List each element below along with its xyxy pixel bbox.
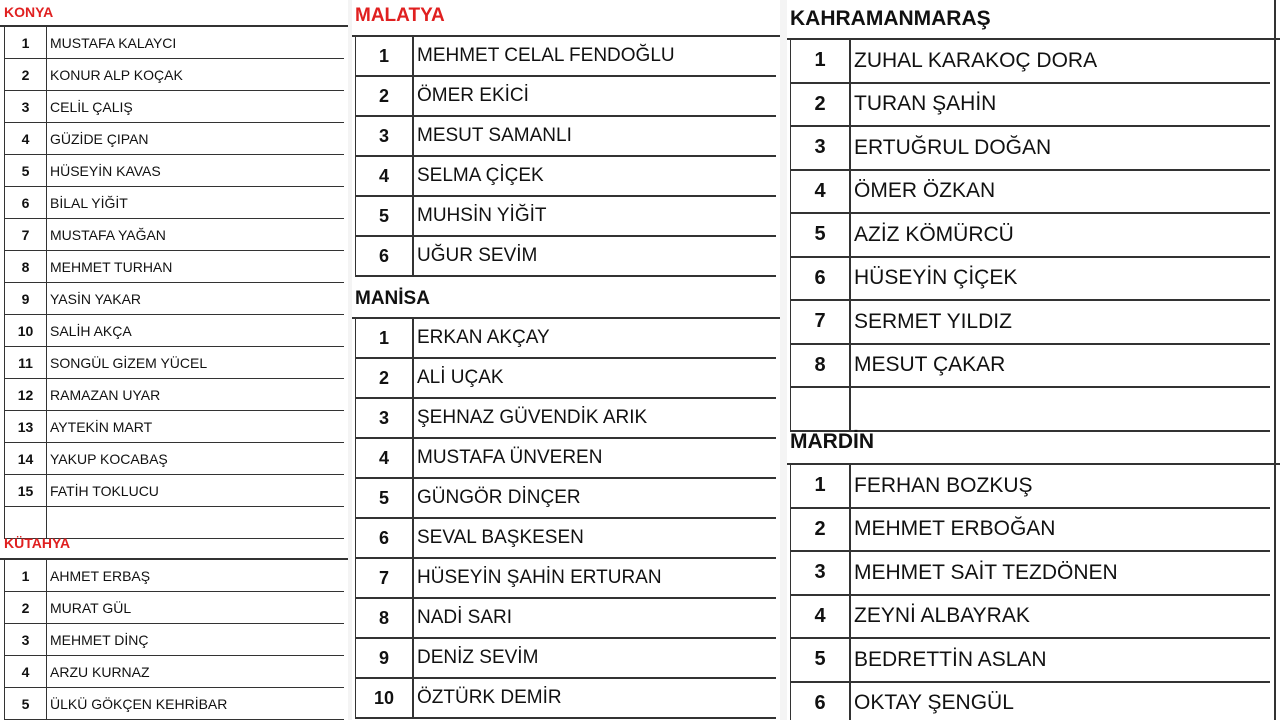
candidate-name: MEHMET CELAL FENDOĞLU [417,45,675,66]
row-number: 2 [791,509,851,551]
table-row [790,84,1270,128]
row-number: 11 [5,347,47,378]
row-number: 12 [5,379,47,410]
table-row [355,439,776,479]
table-row [790,127,1270,171]
row-number: 4 [356,157,414,195]
table-row [790,639,1270,683]
candidate-name: SONGÜL GİZEM YÜCEL [50,354,208,371]
table-row [4,315,344,347]
row-number: 15 [5,475,47,506]
row-number: 1 [356,37,414,75]
table-row [790,345,1270,389]
table-row [355,117,776,157]
row-number: 6 [356,519,414,557]
table-row [790,388,1270,432]
candidate-name: HÜSEYİN ŞAHİN ERTURAN [417,567,662,588]
table-row [355,237,776,277]
table-row [790,258,1270,302]
candidate-name: ŞEHNAZ GÜVENDİK ARIK [417,407,648,428]
table-row [790,596,1270,640]
row-number: 2 [356,77,414,115]
row-number: 6 [791,683,851,720]
row-number: 5 [5,688,47,719]
section-title: MANİSA [355,288,430,309]
table-row [4,59,344,91]
table-row [355,639,776,679]
row-number: 5 [791,639,851,681]
table-row [4,27,344,59]
candidate-name: AZİZ KÖMÜRCÜ [854,222,1014,246]
section-title: KÜTAHYA [4,535,71,551]
candidate-name: YASİN YAKAR [50,290,142,307]
row-number: 9 [5,283,47,314]
row-number [791,388,851,430]
row-number: 10 [356,679,414,717]
candidate-name: BEDRETTİN ASLAN [854,647,1047,671]
candidate-name: MEHMET ERBOĞAN [854,517,1056,541]
row-number [5,507,47,538]
row-number: 1 [791,465,851,507]
candidate-name: FERHAN BOZKUŞ [854,473,1033,497]
candidate-name: MEHMET SAİT TEZDÖNEN [854,560,1118,584]
table-edge-line [1274,0,1276,720]
candidate-name: CELİL ÇALIŞ [50,98,133,115]
table-row [4,283,344,315]
row-number: 2 [5,59,47,90]
candidate-name [47,507,50,538]
candidate-name: ALİ UÇAK [417,367,504,388]
row-number: 2 [5,592,47,623]
row-number: 7 [791,301,851,343]
candidate-name: ZEYNİ ALBAYRAK [854,604,1030,628]
table-row [4,560,344,592]
row-number: 14 [5,443,47,474]
row-number: 3 [791,127,851,169]
row-number: 1 [791,40,851,82]
candidate-name: GÜNGÖR DİNÇER [417,487,581,508]
candidate-name: ÖMER ÖZKAN [854,179,996,203]
section-title: KONYA [4,4,54,20]
candidate-name: MUSTAFA ÜNVEREN [417,447,603,468]
table-row [4,123,344,155]
row-number: 4 [356,439,414,477]
table-row [355,77,776,117]
candidate-name: ERTUĞRUL DOĞAN [854,135,1052,159]
row-number: 6 [5,187,47,218]
table-row [4,91,344,123]
candidate-name [851,388,854,430]
panel-malatya-manisa [352,0,780,720]
row-number: 8 [356,599,414,637]
table-row [355,197,776,237]
row-number: 4 [791,171,851,213]
table-row [355,479,776,519]
candidate-name: GÜZİDE ÇIPAN [50,130,149,147]
candidate-name: TURAN ŞAHİN [854,92,997,116]
table-row [4,379,344,411]
row-number: 5 [356,197,414,235]
candidate-name: UĞUR SEVİM [417,245,538,266]
row-number: 4 [5,123,47,154]
row-number: 8 [5,251,47,282]
candidate-name: SERMET YILDIZ [854,309,1012,333]
candidate-name: ÖMER EKİCİ [417,85,529,106]
row-number: 8 [791,345,851,387]
table-row [4,592,344,624]
table-row [790,40,1270,84]
row-number: 3 [356,117,414,155]
table-row [4,347,344,379]
candidate-name: SEVAL BAŞKESEN [417,527,584,548]
candidate-name: SALİH AKÇA [50,322,132,339]
candidate-name: DENİZ SEVİM [417,647,539,668]
row-number: 9 [356,639,414,677]
table-row [790,301,1270,345]
table-row [355,37,776,77]
table-row [790,509,1270,553]
table-row [355,359,776,399]
table-row [4,187,344,219]
candidate-name: BİLAL YİĞİT [50,194,128,211]
row-number: 2 [356,359,414,397]
panel-divider [780,0,787,720]
row-number: 1 [356,319,414,357]
candidate-name: MESUT SAMANLI [417,125,572,146]
table-row [355,157,776,197]
section-title: MALATYA [355,5,445,26]
row-number: 1 [5,27,47,58]
table-row [4,475,344,507]
candidate-name: MESUT ÇAKAR [854,353,1006,377]
row-number: 5 [5,155,47,186]
candidate-name: SELMA ÇİÇEK [417,165,544,186]
candidate-name: OKTAY ŞENGÜL [854,691,1014,715]
table-row [790,171,1270,215]
table-row [790,683,1270,720]
row-number: 4 [5,656,47,687]
candidate-name: MUSTAFA YAĞAN [50,226,166,243]
row-number: 7 [5,219,47,250]
candidate-name: KONUR ALP KOÇAK [50,66,183,83]
candidate-name: AYTEKİN MART [50,418,153,435]
section-title: MARDİN [790,430,874,453]
row-number: 6 [356,237,414,275]
row-number: 3 [791,552,851,594]
candidate-name: MURAT GÜL [50,599,132,616]
table-row [4,251,344,283]
candidate-name: MEHMET DİNÇ [50,631,149,648]
candidate-name: FATİH TOKLUCU [50,482,159,499]
row-number: 10 [5,315,47,346]
table-row [355,319,776,359]
table-row [4,688,344,720]
row-number: 6 [791,258,851,300]
table-row [355,679,776,719]
candidate-name: AHMET ERBAŞ [50,567,151,584]
table-row [355,399,776,439]
candidate-name: NADİ SARI [417,607,513,628]
row-number: 5 [791,214,851,256]
candidate-name: ZUHAL KARAKOÇ DORA [854,48,1098,72]
candidate-name: RAMAZAN UYAR [50,386,161,403]
row-number: 3 [5,624,47,655]
table-row [4,219,344,251]
row-number: 13 [5,411,47,442]
candidate-name: ÜLKÜ GÖKÇEN KEHRİBAR [50,695,228,712]
section-title: KAHRAMANMARAŞ [790,7,991,30]
row-number: 7 [356,559,414,597]
candidate-name: ERKAN AKÇAY [417,327,550,348]
panel-kahramanmaras-mardin [787,0,1280,720]
table-row [4,443,344,475]
table-row [4,155,344,187]
table-row [355,519,776,559]
table-row [4,624,344,656]
table-row [790,214,1270,258]
candidate-name: YAKUP KOCABAŞ [50,450,168,467]
row-number: 3 [356,399,414,437]
panel-konya-kutahya [0,0,348,720]
table-row [790,552,1270,596]
candidate-name: ARZU KURNAZ [50,663,150,680]
table-row [4,656,344,688]
row-number: 3 [5,91,47,122]
table-row [790,465,1270,509]
table-row [355,559,776,599]
candidate-name: ÖZTÜRK DEMİR [417,687,562,708]
candidate-name: MUSTAFA KALAYCI [50,34,177,51]
row-number: 4 [791,596,851,638]
candidate-name: HÜSEYİN KAVAS [50,162,161,179]
row-number: 2 [791,84,851,126]
candidate-name: MUHSİN YİĞİT [417,205,547,226]
row-number: 5 [356,479,414,517]
row-number: 1 [5,560,47,591]
candidate-name: MEHMET TURHAN [50,258,173,275]
candidate-name: HÜSEYİN ÇİÇEK [854,266,1018,290]
table-row [355,599,776,639]
table-row [4,411,344,443]
